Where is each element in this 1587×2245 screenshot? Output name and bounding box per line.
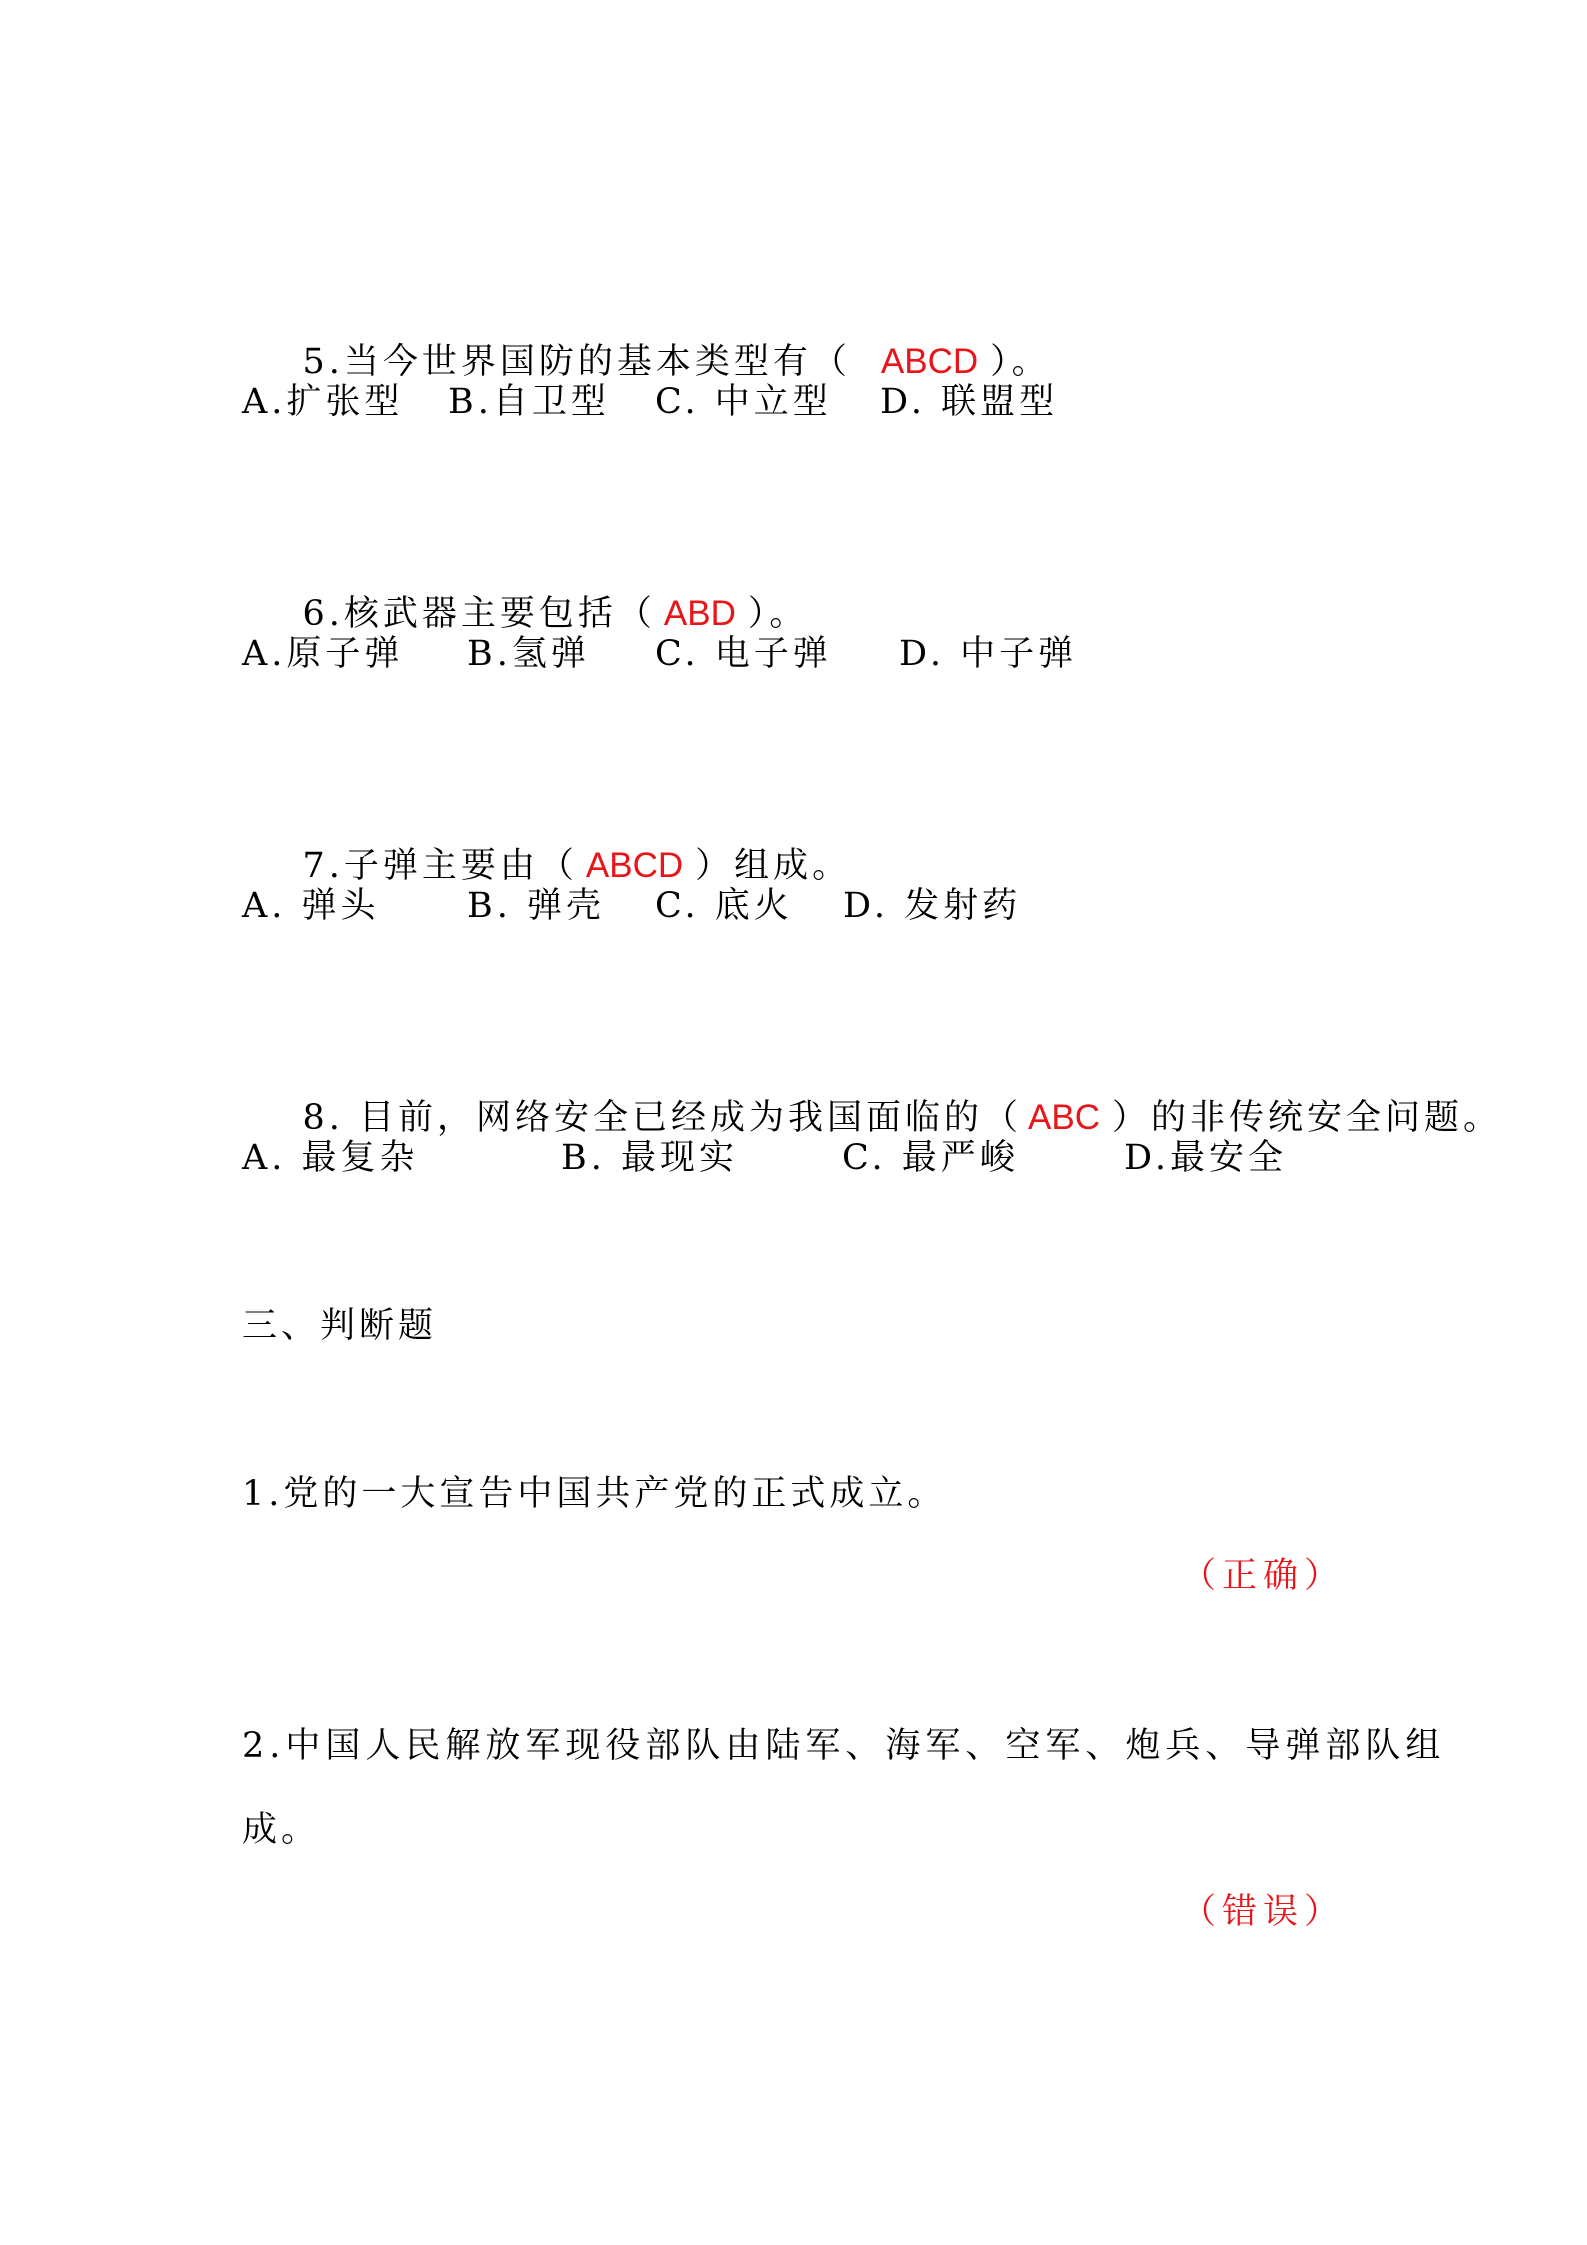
question-6-prefix: 6.核武器主要包括（	[302, 594, 656, 634]
question-5-answer: ABCD	[880, 342, 979, 381]
question-5-option-a: A.扩张型	[242, 382, 404, 422]
question-5-option-b: B.自卫型	[448, 382, 610, 422]
question-6-suffix: ）。	[747, 594, 809, 634]
question-7-option-c: C. 底火	[655, 886, 793, 926]
question-8-option-d: D.最安全	[1124, 1138, 1287, 1178]
question-5-prefix: 5.当今世界国防的基本类型有（	[302, 342, 851, 382]
true-false-1-verdict: （正确）	[1180, 1556, 1345, 1596]
question-8-suffix: ）的非传统安全问题。	[1112, 1098, 1503, 1138]
question-8-answer: ABC	[1028, 1098, 1101, 1137]
question-8-option-a: A. 最复杂	[242, 1138, 419, 1178]
question-5-option-d: D. 联盟型	[880, 382, 1059, 422]
question-6-answer: ABD	[663, 594, 736, 633]
question-7-suffix: ）组成。	[695, 846, 852, 886]
true-false-1: 1.党的一大宣告中国共产党的正式成立。	[242, 1474, 947, 1514]
question-8-prefix: 8. 目前，网络安全已经成为我国面临的（	[302, 1098, 1023, 1138]
question-8-option-b: B. 最现实	[561, 1138, 738, 1178]
question-6-option-b: B.氢弹	[467, 634, 590, 674]
question-6-option-c: C. 电子弹	[655, 634, 832, 674]
question-5-option-c: C. 中立型	[655, 382, 832, 422]
question-6-option-d: D. 中子弹	[899, 634, 1078, 674]
question-7-answer: ABCD	[585, 846, 684, 885]
true-false-2-line-1: 2.中国人民解放军现役部队由陆军、海军、空军、炮兵、导弹部队组	[242, 1726, 1446, 1766]
question-6-option-a: A.原子弹	[242, 634, 404, 674]
question-5-suffix: ）。	[990, 342, 1051, 382]
question-7-option-b: B. 弹壳	[467, 886, 605, 926]
question-7-prefix: 7.子弹主要由（	[302, 846, 578, 886]
question-8-option-c: C. 最严峻	[842, 1138, 1019, 1178]
section-title: 三、判断题	[242, 1306, 438, 1346]
true-false-2-verdict: （错误）	[1180, 1892, 1345, 1932]
question-7-option-a: A. 弹头	[242, 886, 380, 926]
true-false-2-line-2: 成。	[242, 1810, 321, 1850]
question-7-option-d: D. 发射药	[843, 886, 1022, 926]
